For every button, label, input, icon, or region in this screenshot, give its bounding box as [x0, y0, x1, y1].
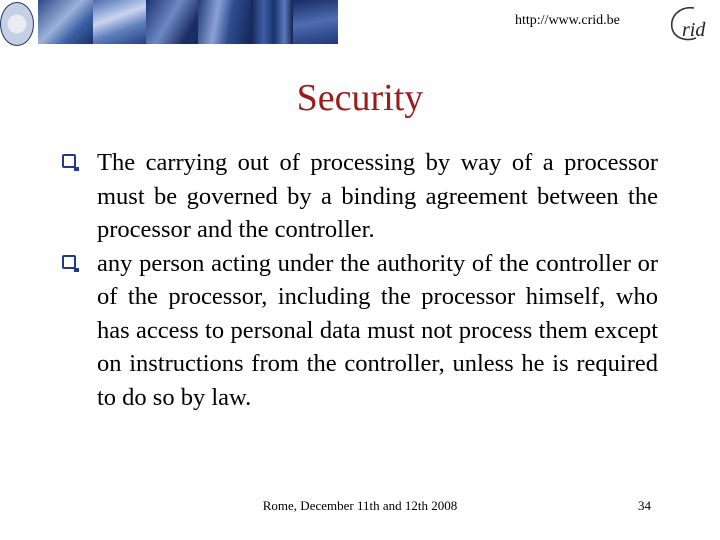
banner-photo: [251, 0, 293, 44]
list-item: [62, 247, 658, 415]
square-bullet-icon: [62, 255, 76, 269]
square-bullet-icon: [62, 154, 76, 168]
crid-logo: [664, 2, 712, 46]
page-number: 34: [638, 498, 651, 513]
footer-text: Rome, December 11th and 12th 2008: [262, 498, 458, 513]
banner-photo: [293, 0, 338, 44]
list-item: [62, 146, 658, 247]
banner-photo: [93, 0, 146, 44]
bullet-text: The carrying out of processing by way of a processor must be governed by a binding agreement between the processor and the controller.: [97, 149, 658, 243]
bullet-list: [62, 146, 658, 414]
header-banner: [0, 0, 338, 44]
header-url[interactable]: http://www.crid.be: [515, 13, 620, 28]
banner-photo: [38, 0, 93, 44]
banner-photo: [146, 0, 199, 44]
seal-emblem: [0, 2, 34, 46]
banner-photo: [198, 0, 251, 44]
slide-title: Security: [296, 77, 424, 119]
bullet-text: any person acting under the authority of the controller or of the processor, including the processor himself, who has access to personal data must not process them except on instructions from the controller, unless he is required to do so by law.: [97, 249, 658, 411]
svg-text:rid: rid: [682, 19, 706, 41]
